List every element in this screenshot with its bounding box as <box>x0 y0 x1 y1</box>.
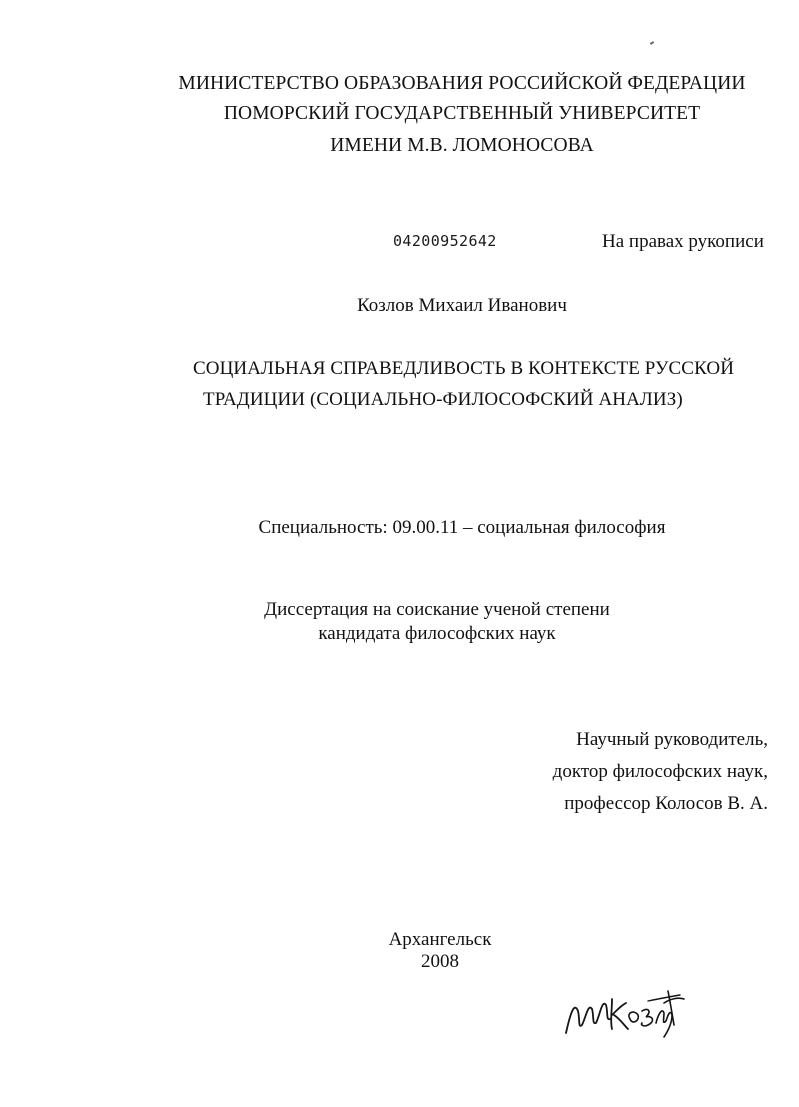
university-heading: ПОМОРСКИЙ ГОСУДАРСТВЕННЫЙ УНИВЕРСИТЕТ <box>223 103 701 124</box>
university-name-heading: ИМЕНИ М.В. ЛОМОНОСОВА <box>330 135 594 156</box>
degree-line-1: Диссертация на соискание ученой степени <box>264 599 610 620</box>
handwritten-signature-icon <box>560 985 690 1045</box>
year: 2008 <box>421 951 459 972</box>
city-name: Архангельск <box>388 929 492 950</box>
dissertation-title-line-1: СОЦИАЛЬНАЯ СПРАВЕДЛИВОСТЬ В КОНТЕКСТЕ РУССКОЙ <box>193 358 735 379</box>
specialty-line: Специальность: 09.00.11 – социальная философия <box>258 517 666 538</box>
scan-speck <box>650 41 654 45</box>
author-name: Козлов Михаил Иванович <box>357 295 567 316</box>
ministry-heading: МИНИСТЕРСТВО ОБРАЗОВАНИЯ РОССИЙСКОЙ ФЕДЕРАЦИИ <box>178 73 746 94</box>
supervisor-line-2: доктор философских наук, <box>552 761 768 782</box>
manuscript-rights-note: На правах рукописи <box>602 231 764 252</box>
library-stamp-number: 04200952642 <box>393 232 497 250</box>
supervisor-line-3: профессор Колосов В. А. <box>564 793 768 814</box>
supervisor-line-1: Научный руководитель, <box>576 729 768 750</box>
dissertation-title-line-2: ТРАДИЦИИ (СОЦИАЛЬНО-ФИЛОСОФСКИЙ АНАЛИЗ) <box>203 389 683 410</box>
degree-line-2: кандидата философских наук <box>318 623 556 644</box>
